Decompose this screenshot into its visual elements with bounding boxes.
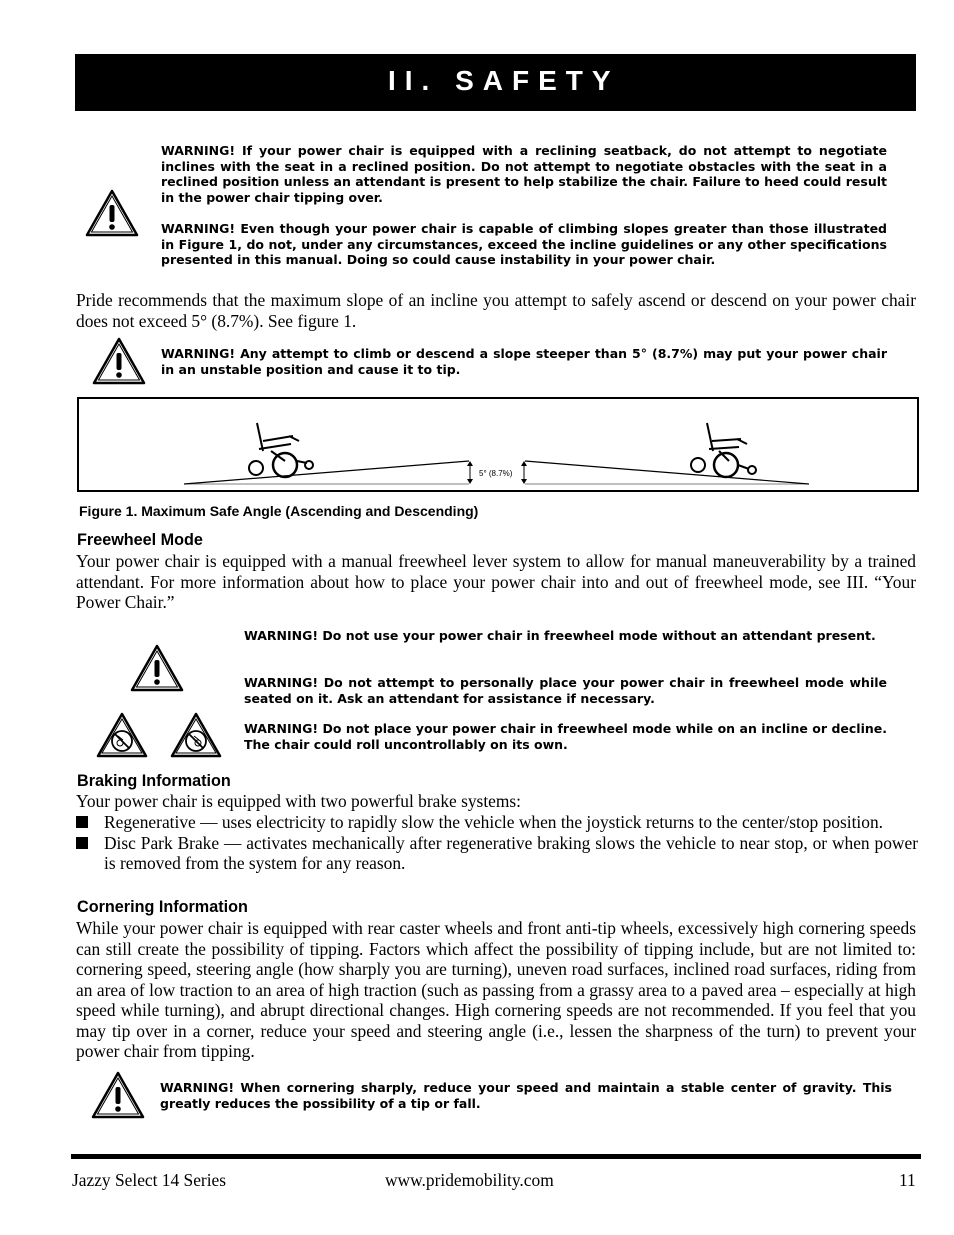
warning-exceed-incline: WARNING! Even though your power chair is capable of climbing slopes greater than those illustrated in Figure 1, do not, under any circumstances, exceed the incline guidelines or any other specifications presented in this manual. Doing so could cause instability in your power chair.: [161, 221, 887, 267]
warning-cornering: WARNING! When cornering sharply, reduce your speed and maintain a stable center of gravity. This greatly reduces the possibility of a tip or fall.: [160, 1080, 892, 1111]
warning-triangle-icon: [91, 1070, 145, 1120]
warning-triangle-icon: [85, 188, 139, 238]
angle-label: 5° (8.7%): [479, 469, 513, 478]
incline-paragraph: Pride recommends that the maximum slope of an incline you attempt to safely ascend or descend on your power chair does not exceed 5° (8.7%). See figure 1.: [76, 290, 916, 331]
cornering-paragraph: While your power chair is equipped with rear caster wheels and front anti-tip wheels, excessively high cornering speeds can still create the possibility of tipping. Factors which affect the possibility of tipping include, but are not limited to: cornering speed, steering angle (how sharply you are turning), uneven road surfaces, inclined road surfaces, riding from an area of low traction to an area of high traction (such as passing from a grassy area to a paved area – especially at high speed while turning), and abrupt directional changes. High cornering speeds are not recommended. If you feel that you may tip over in a corner, reduce your speed and steering angle (i.e., lessen the sharpness of the turn) to prevent your power chair from tipping.: [76, 918, 916, 1061]
bullet-square-icon: [76, 816, 88, 828]
freewheel-paragraph: Your power chair is equipped with a manual freewheel lever system to allow for manual maneuverability by a trained attendant. For more information about how to place your power chair into and out of freewheel mode, see III. “Your Power Chair.”: [76, 551, 916, 612]
footer-rule: [71, 1154, 921, 1159]
height-marker-right: [521, 461, 527, 484]
warning-freewheel-attendant: WARNING! Do not use your power chair in freewheel mode without an attendant present.: [244, 628, 876, 643]
footer-page-number: 11: [899, 1170, 916, 1190]
warning-reclining-seatback: WARNING! If your power chair is equipped with a reclining seatback, do not attempt to negotiate inclines with the seat in a reclined position. Do not attempt to negotiate obstacles with the seat in a reclined position unless an attendant is present to help stabilize the chair. Failure to heed could result in the power chair tipping over.: [161, 143, 887, 205]
footer-website: www.pridemobility.com: [385, 1170, 554, 1190]
no-freewheel-seated-icon: [170, 712, 222, 758]
height-marker-left: [467, 461, 473, 484]
no-freewheel-attendant-icon: [96, 712, 148, 758]
bullet-disc-park-brake: Disc Park Brake — activates mechanically after regenerative braking slows the vehicle to near stop, or when power is removed from the system for any reason.: [104, 832, 918, 873]
section-title: II. SAFETY: [388, 65, 620, 96]
braking-heading: Braking Information: [77, 772, 231, 790]
warning-slope-steeper: WARNING! Any attempt to climb or descend a slope steeper than 5° (8.7%) may put your power chair in an unstable position and cause it to tip.: [161, 346, 887, 377]
figure-caption: Figure 1. Maximum Safe Angle (Ascending and Descending): [79, 503, 479, 519]
warning-freewheel-incline: WARNING! Do not place your power chair in freewheel mode while on an incline or decline. The chair could roll uncontrollably on its own.: [244, 721, 887, 752]
warning-triangle-icon: [130, 643, 184, 693]
freewheel-heading: Freewheel Mode: [77, 531, 203, 549]
braking-bullet-list: [76, 812, 918, 874]
cornering-heading: Cornering Information: [77, 898, 248, 916]
footer-product-name: Jazzy Select 14 Series: [72, 1170, 227, 1190]
descending-slope-line: [525, 461, 809, 484]
ascending-slope-line: [184, 461, 469, 484]
warning-triangle-icon: [92, 336, 146, 386]
bullet-square-icon: [76, 837, 88, 849]
power-chair-ascending-icon: [249, 423, 313, 477]
section-banner: [75, 54, 916, 111]
list-item: [76, 833, 918, 874]
warning-freewheel-seated: WARNING! Do not attempt to personally place your power chair in freewheel mode while seated on it. Ask an attendant for assistance if necessary.: [244, 675, 887, 706]
bullet-regenerative: Regenerative — uses electricity to rapidly slow the vehicle when the joystick returns to the center/stop position.: [104, 812, 883, 832]
power-chair-descending-icon: [691, 423, 756, 477]
figure-incline-diagram: [77, 397, 919, 492]
braking-intro: Your power chair is equipped with two powerful brake systems:: [76, 791, 521, 811]
list-item: [76, 812, 918, 833]
